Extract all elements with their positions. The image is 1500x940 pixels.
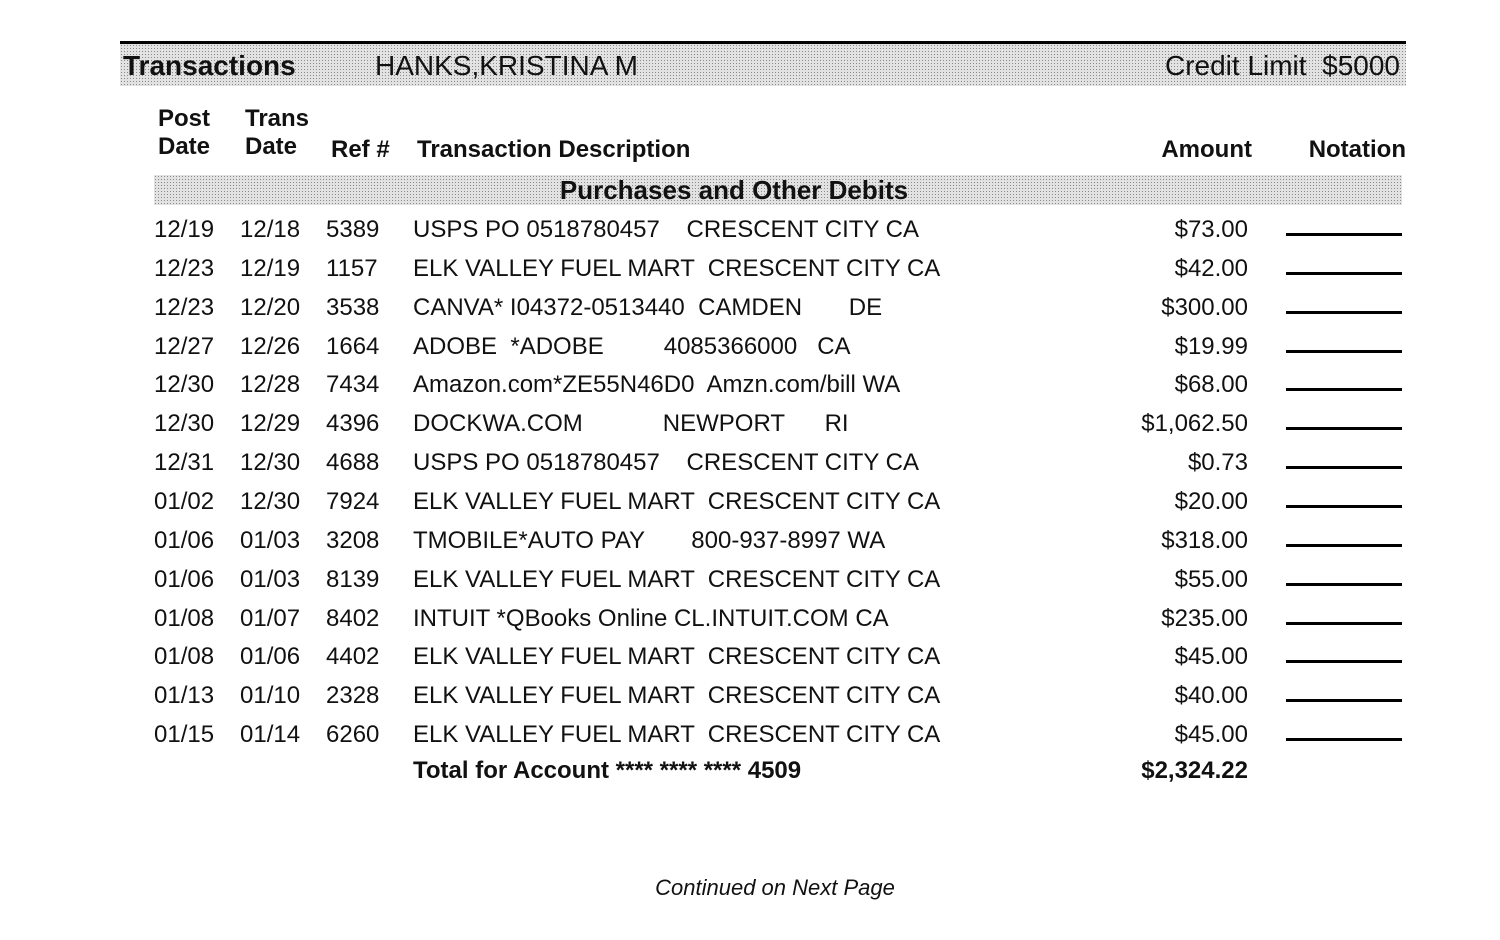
notation-line[interactable]: [1286, 388, 1402, 391]
notation-line[interactable]: [1286, 350, 1402, 353]
post-date: 01/15: [154, 721, 215, 749]
amount: $42.00: [1174, 254, 1248, 282]
amount: $19.99: [1174, 332, 1248, 360]
ref-number: 8402: [326, 604, 380, 632]
ref-number: 1157: [326, 254, 378, 282]
table-row: [0, 566, 1500, 605]
col-amount: Amount: [1161, 136, 1252, 163]
ref-number: 5389: [326, 216, 380, 243]
total-label: Total for Account **** **** **** 4509: [413, 757, 802, 784]
description: DOCKWA.COM NEWPORT RI: [413, 410, 849, 438]
post-date: 01/08: [154, 604, 215, 632]
account-total-row: [0, 757, 1500, 787]
notation-line[interactable]: [1286, 699, 1402, 702]
table-row: [0, 605, 1500, 644]
notation-line[interactable]: [1286, 738, 1402, 741]
table-row: [0, 682, 1500, 721]
table-row: [0, 371, 1500, 410]
notation-line[interactable]: [1286, 233, 1402, 236]
trans-date: 12/30: [240, 449, 301, 477]
table-row: [0, 449, 1500, 488]
trans-date: 01/10: [240, 682, 301, 710]
trans-date: 12/20: [240, 293, 301, 321]
trans-date: 01/14: [240, 721, 301, 749]
amount: $68.00: [1174, 371, 1248, 399]
table-row: [0, 721, 1500, 760]
credit-limit: [1165, 50, 1400, 82]
description: CANVA* I04372-0513440 CAMDEN DE: [413, 293, 883, 321]
section-band: [154, 175, 1402, 205]
description: ELK VALLEY FUEL MART CRESCENT CITY CA: [413, 721, 941, 749]
ref-number: 7924: [326, 487, 380, 515]
trans-date: 12/30: [240, 487, 301, 515]
description: ELK VALLEY FUEL MART CRESCENT CITY CA: [413, 487, 941, 515]
transactions-header-bar: [120, 41, 1406, 86]
col-trans-date-line2: Date: [245, 133, 298, 160]
description: Amazon.com*ZE55N46D0 Amzn.com/bill WA: [413, 371, 901, 399]
description: TMOBILE*AUTO PAY 800-937-8997 WA: [413, 526, 886, 554]
section-title-transactions: Transactions: [123, 50, 296, 81]
ref-number: 3208: [326, 526, 380, 554]
table-row: [0, 216, 1500, 255]
col-trans-date-line1: Trans: [245, 105, 310, 132]
ref-number: 4688: [326, 449, 380, 477]
trans-date: 01/03: [240, 565, 301, 593]
notation-line[interactable]: [1286, 272, 1402, 275]
amount: $45.00: [1174, 643, 1248, 671]
trans-date: 12/26: [240, 332, 301, 360]
post-date: 01/02: [154, 487, 215, 515]
table-row: [0, 643, 1500, 682]
notation-line[interactable]: [1286, 622, 1402, 625]
description: INTUIT *QBooks Online CL.INTUIT.COM CA: [413, 604, 889, 632]
notation-line[interactable]: [1286, 660, 1402, 663]
amount: $318.00: [1161, 526, 1248, 554]
table-row: [0, 255, 1500, 294]
notation-line[interactable]: [1286, 466, 1402, 469]
amount: $0.73: [1187, 449, 1248, 477]
trans-date: 12/28: [240, 371, 301, 399]
ref-number: 3538: [326, 293, 380, 321]
post-date: 01/06: [154, 565, 215, 593]
ref-number: 6260: [326, 721, 380, 749]
trans-date: 01/07: [240, 604, 301, 632]
ref-number: 8139: [326, 565, 380, 593]
notation-line[interactable]: [1286, 544, 1402, 547]
post-date: 12/23: [154, 254, 215, 282]
cardholder-name: HANKS,KRISTINA M: [375, 50, 638, 81]
post-date: 12/30: [154, 371, 215, 399]
notation-line[interactable]: [1286, 311, 1402, 314]
trans-date: 01/03: [240, 526, 301, 554]
description: ELK VALLEY FUEL MART CRESCENT CITY CA: [413, 254, 941, 282]
post-date: 12/19: [154, 216, 215, 243]
amount: $73.00: [1174, 216, 1248, 243]
table-row: [0, 294, 1500, 333]
post-date: 12/30: [154, 410, 215, 438]
table-row: [0, 410, 1500, 449]
ref-number: 1664: [326, 332, 380, 360]
amount: $20.00: [1174, 487, 1248, 515]
post-date: 12/31: [154, 449, 215, 477]
description: ELK VALLEY FUEL MART CRESCENT CITY CA: [413, 682, 941, 710]
table-row: [0, 488, 1500, 527]
ref-number: 4402: [326, 643, 380, 671]
section-title-purchases: Purchases and Other Debits: [559, 175, 909, 205]
col-post-date-line2: Date: [158, 133, 211, 160]
amount: $45.00: [1174, 721, 1248, 749]
credit-limit-label: Credit Limit: [1164, 50, 1307, 81]
post-date: 12/23: [154, 293, 215, 321]
description: ELK VALLEY FUEL MART CRESCENT CITY CA: [413, 643, 941, 671]
table-row: [0, 333, 1500, 372]
post-date: 01/13: [154, 682, 215, 710]
table-row: [0, 527, 1500, 566]
ref-number: 4396: [326, 410, 380, 438]
col-description: Transaction Description: [417, 136, 691, 163]
ref-number: 7434: [326, 371, 380, 399]
trans-date: 12/29: [240, 410, 301, 438]
notation-line[interactable]: [1286, 505, 1402, 508]
post-date: 01/08: [154, 643, 215, 671]
notation-line[interactable]: [1286, 583, 1402, 586]
amount: $1,062.50: [1141, 410, 1248, 438]
trans-date: 01/06: [240, 643, 301, 671]
ref-number: 2328: [326, 682, 380, 710]
notation-line[interactable]: [1286, 427, 1402, 430]
trans-date: 12/19: [240, 254, 301, 282]
amount: $40.00: [1174, 682, 1248, 710]
col-notation: Notation: [1308, 136, 1406, 163]
description: USPS PO 0518780457 CRESCENT CITY CA: [413, 449, 920, 477]
post-date: 01/06: [154, 526, 215, 554]
amount: $300.00: [1161, 293, 1248, 321]
description: ADOBE *ADOBE 4085366000 CA: [413, 332, 851, 360]
col-ref: Ref #: [331, 136, 390, 163]
amount: $55.00: [1174, 565, 1248, 593]
col-post-date-line1: Post: [158, 105, 211, 132]
credit-limit-value: $5000: [1322, 50, 1400, 81]
post-date: 12/27: [154, 332, 215, 360]
trans-date: 12/18: [240, 216, 301, 243]
continued-note: Continued on Next Page: [655, 875, 895, 900]
description: ELK VALLEY FUEL MART CRESCENT CITY CA: [413, 565, 941, 593]
total-amount: $2,324.22: [1141, 757, 1248, 784]
amount: $235.00: [1161, 604, 1248, 632]
description: USPS PO 0518780457 CRESCENT CITY CA: [413, 216, 920, 243]
